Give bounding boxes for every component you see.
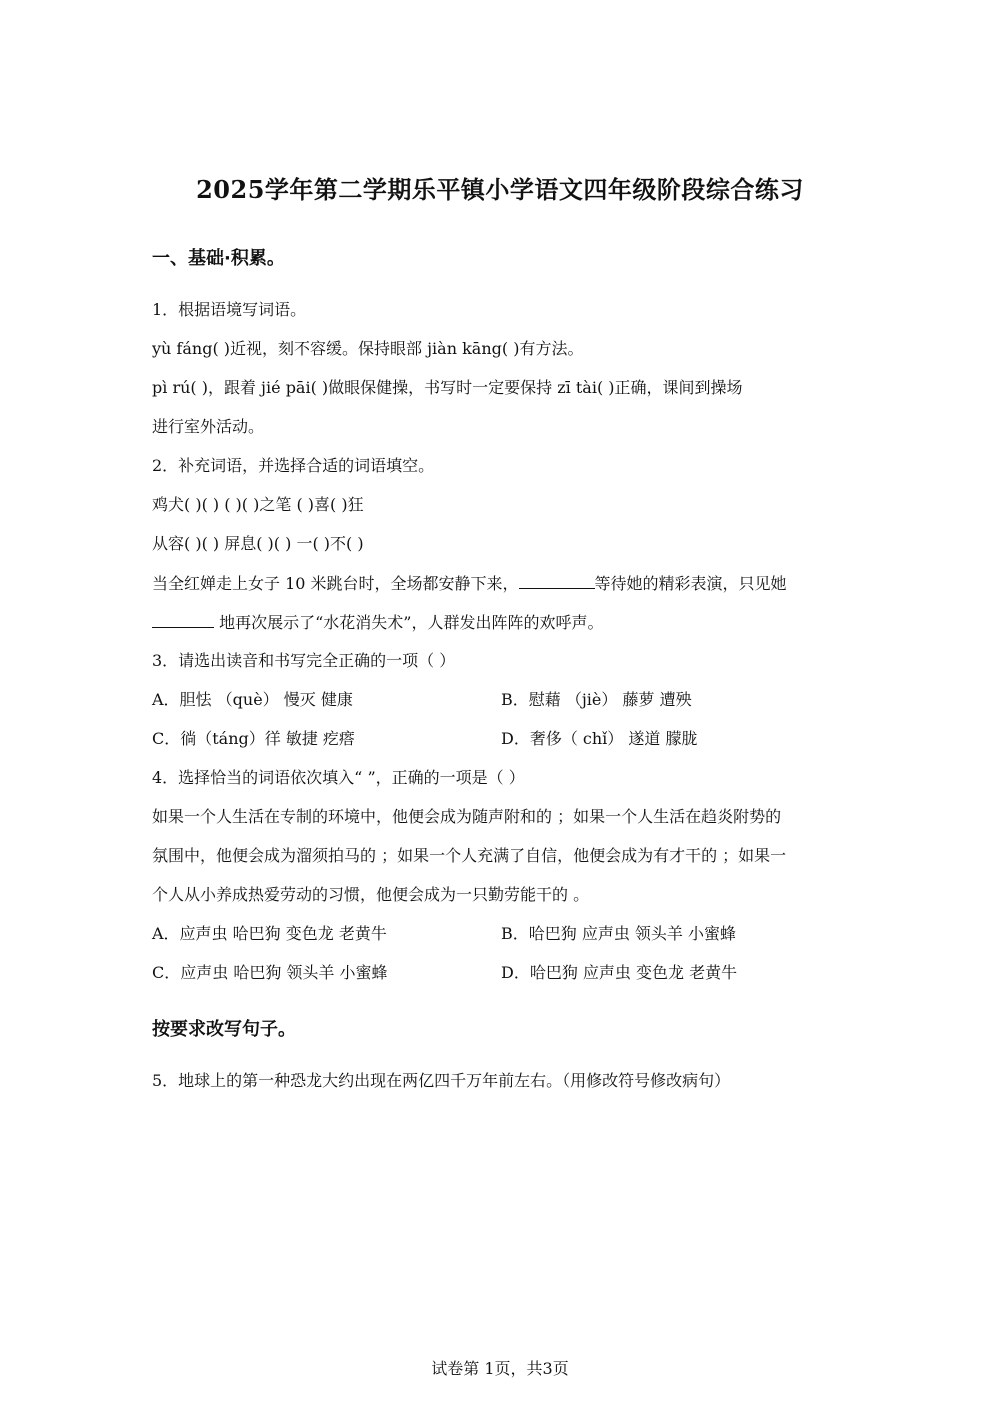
question-4-paragraph-line-2: 氛围中，他便会成为溜须拍马的 ；如果一个人充满了自信，他便会成为有才干的 ；如果一 [152,846,787,865]
question-1-stem: 1．根据语境写词语。 [152,300,307,319]
question-3-stem: 3．请选出读音和书写完全正确的一项（ ） [152,651,456,670]
question-4-option-b: B．哈巴狗 应声虫 领头羊 小蜜蜂 [501,924,737,943]
answer-blank[interactable] [152,611,214,628]
question-1-line-1: yù fáng( )近视，刻不容缓。保持眼部 jiàn kāng( )有方法。 [152,339,584,358]
question-4-option-c: C．应声虫 哈巴狗 领头羊 小蜜蜂 [152,963,388,982]
question-3-option-c: C．徜（táng）徉 敏捷 疙瘩 [152,729,355,748]
section-heading-basics: 一、基础·积累。 [152,248,285,269]
page-footer: 试卷第 1页，共3页 [431,1359,569,1378]
question-3-option-d: D．奢侈（ chǐ） 遂道 朦胧 [501,729,698,748]
question-2-line-4 [152,611,603,634]
question-2-line-1: 鸡犬( )( ) ( )( )之笔 ( )喜( )狂 [152,495,364,514]
question-1-line-2: pì rú( )，跟着 jié pāi( )做眼保健操，书写时一定要保持 zī tài( )正确，课间到操场 [152,378,743,397]
question-2-sentence-part-2: 等待她的精彩表演，只见她 [594,574,787,593]
question-3-option-b: B．慰藉 （jiè） 藤萝 遭殃 [501,690,692,709]
question-4-option-a: A．应声虫 哈巴狗 变色龙 老黄牛 [152,924,387,943]
question-2-sentence-part-3: 地再次展示了“水花消失术”，人群发出阵阵的欢呼声。 [214,613,604,632]
question-5-stem: 5．地球上的第一种恐龙大约出现在两亿四千万年前左右。（用修改符号修改病句） [152,1071,731,1090]
page-title: 2025学年第二学期乐平镇小学语文四年级阶段综合练习 [196,175,804,204]
question-1-line-3: 进行室外活动。 [152,417,265,436]
question-2-line-2: 从容( )( ) 屏息( )( ) 一( )不( ) [152,534,364,553]
question-4-stem: 4．选择恰当的词语依次填入“ ”，正确的一项是（ ） [152,768,525,787]
question-4-paragraph-line-1: 如果一个人生活在专制的环境中，他便会成为随声附和的 ；如果一个人生活在趋炎附势的 [152,807,782,826]
answer-blank[interactable] [519,572,595,589]
question-4-option-d: D．哈巴狗 应声虫 变色龙 老黄牛 [501,963,738,982]
question-4-paragraph-line-3: 个人从小养成热爱劳动的习惯，他便会成为一只勤劳能干的 。 [152,885,590,904]
question-2-sentence-part-1: 当全红婵走上女子 10 米跳台时，全场都安静下来， [152,574,519,593]
question-2-line-3 [152,572,787,595]
question-2-stem: 2．补充词语，并选择合适的词语填空。 [152,456,435,475]
section-heading-rewrite: 按要求改写句子。 [152,1019,296,1040]
question-3-option-a: A．胆怯 （què） 慢灭 健康 [152,690,353,709]
